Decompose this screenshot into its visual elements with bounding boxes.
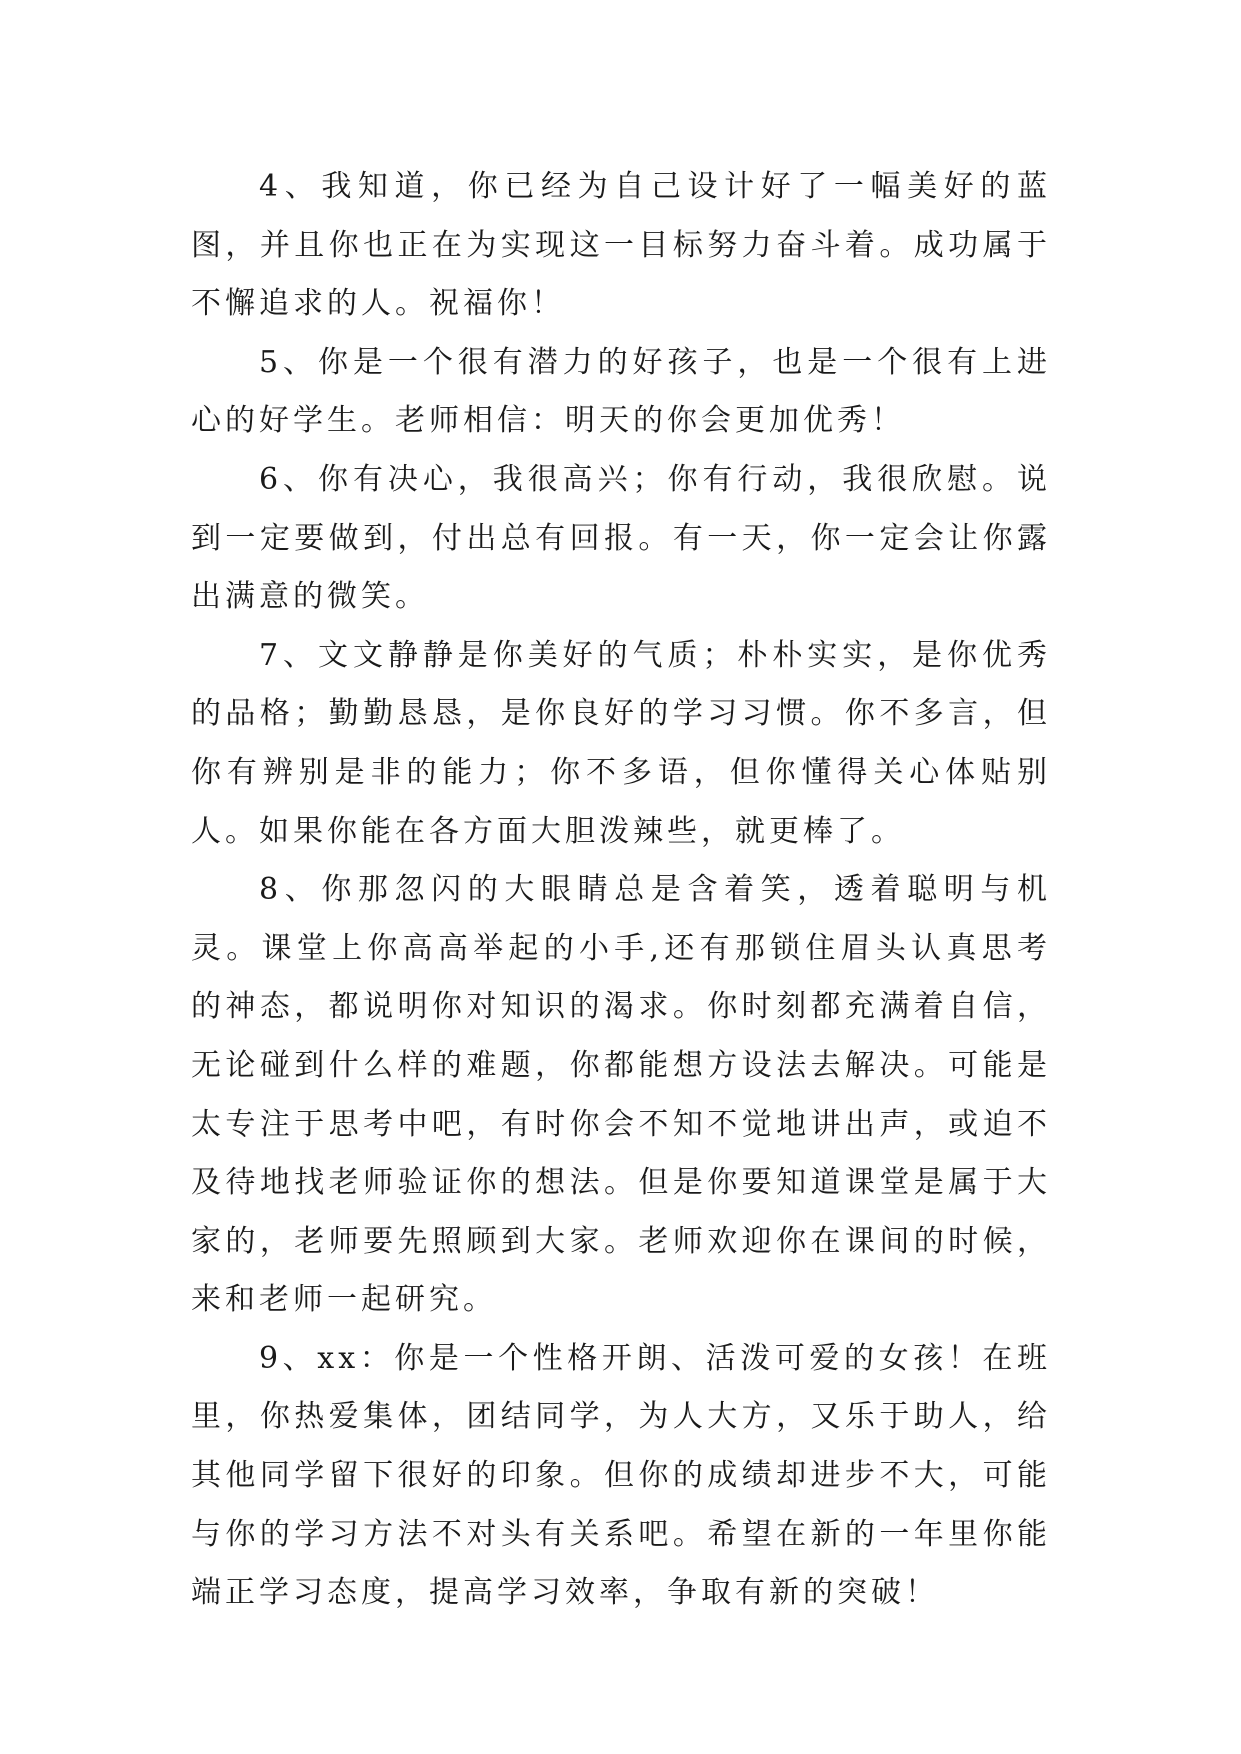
paragraph-7: 7、文文静静是你美好的气质；朴朴实实，是你优秀的品格；勤勤恳恳，是你良好的学习习惯。你不多言，但你有辨别是非的能力；你不多语，但你懂得关心体贴别人。如果你能在各方面大胆泼辣些，就更棒了。 [191, 637, 1051, 849]
paragraph-8: 8、你那忽闪的大眼睛总是含着笑，透着聪明与机灵。课堂上你高高举起的小手,还有那锁住眉头认真思考的神态，都说明你对知识的渴求。你时刻都充满着自信，无论碰到什么样的难题，你都能想方设法去解决。可能是太专注于思考中吧，有时你会不知不觉地讲出声，或迫不及待地找老师验证你的想法。但是你要知道课堂是属于大家的，老师要先照顾到大家。老师欢迎你在课间的时候，来和老师一起研究。 [191, 872, 1051, 1318]
paragraph-9: 9、xx：你是一个性格开朗、活泼可爱的女孩！在班里，你热爱集体，团结同学，为人大方，又乐于助人，给其他同学留下很好的印象。但你的成绩却进步不大，可能与你的学习方法不对头有关系吧。希望在新的一年里你能端正学习态度，提高学习效率，争取有新的突破！ [191, 1340, 1051, 1611]
paragraph-6: 6、你有决心，我很高兴；你有行动，我很欣慰。说到一定要做到，付出总有回报。有一天，你一定会让你露出满意的微笑。 [191, 461, 1051, 615]
paragraph-4: 4、我知道，你已经为自己设计好了一幅美好的蓝图，并且你也正在为实现这一目标努力奋斗着。成功属于不懈追求的人。祝福你！ [191, 169, 1051, 322]
document-body [191, 158, 1051, 1623]
paragraph-5: 5、你是一个很有潜力的好孩子，也是一个很有上进心的好学生。老师相信：明天的你会更加优秀！ [191, 344, 1051, 439]
